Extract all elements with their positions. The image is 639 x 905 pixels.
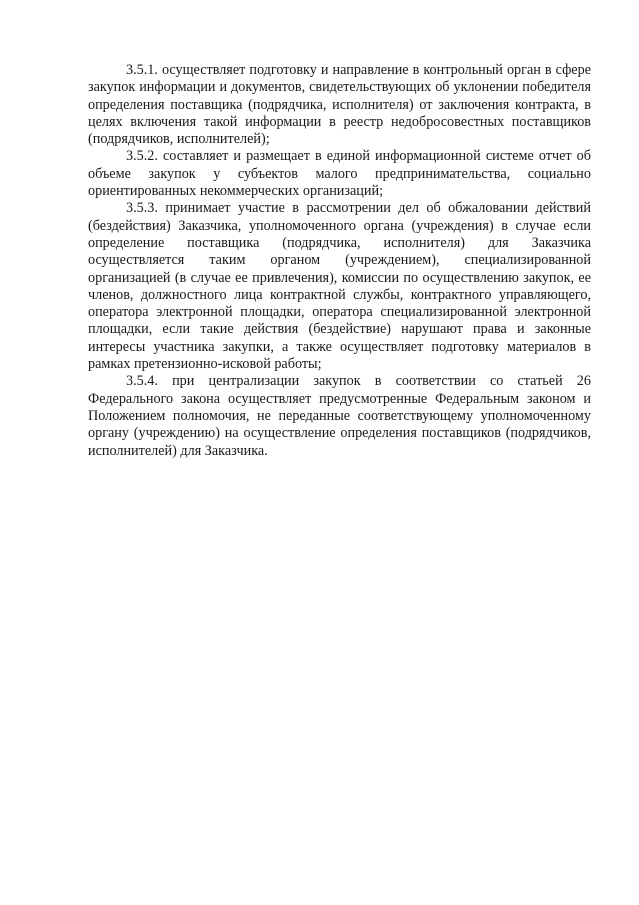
document-body bbox=[88, 62, 591, 460]
paragraph-3-5-2: 3.5.2. составляет и размещает в единой информационной системе отчет об объеме закупок у субъектов малого предпринимательства, социально ориентированных некоммерческих организаций; bbox=[88, 148, 591, 200]
paragraph-3-5-4: 3.5.4. при централизации закупок в соответствии со статьей 26 Федерального закона осуществляет предусмотренные Федеральным законом и Положением полномочия, не переданные соответствующему уполномоченному органу (учреждению) на осуществление определения поставщиков (подрядчиков, исполнителей) для Заказчика. bbox=[88, 373, 591, 459]
paragraph-3-5-1: 3.5.1. осуществляет подготовку и направление в контрольный орган в сфере закупок информации и документов, свидетельствующих об уклонении победителя определения поставщика (подрядчика, исполнителя) от заключения контракта, в целях включения такой информации в реестр недобросовестных поставщиков (подрядчиков, исполнителей); bbox=[88, 62, 591, 148]
paragraph-3-5-3: 3.5.3. принимает участие в рассмотрении дел об обжаловании действий (бездействия) Заказчика, уполномоченного органа (учреждения) в случае если определение поставщика (подрядчика, исполнителя) для Заказчика осуществляется таким органом (учреждением), специализированной организацией (в случае ее привлечения), комиссии по осуществлению закупок, ее членов, должностного лица контрактной службы, контрактного управляющего, оператора электронной площадки, оператора специализированной электронной площадки, если такие действия (бездействие) нарушают права и законные интересы участника закупки, а также осуществляет подготовку материалов в рамках претензионно-исковой работы; bbox=[88, 200, 591, 373]
